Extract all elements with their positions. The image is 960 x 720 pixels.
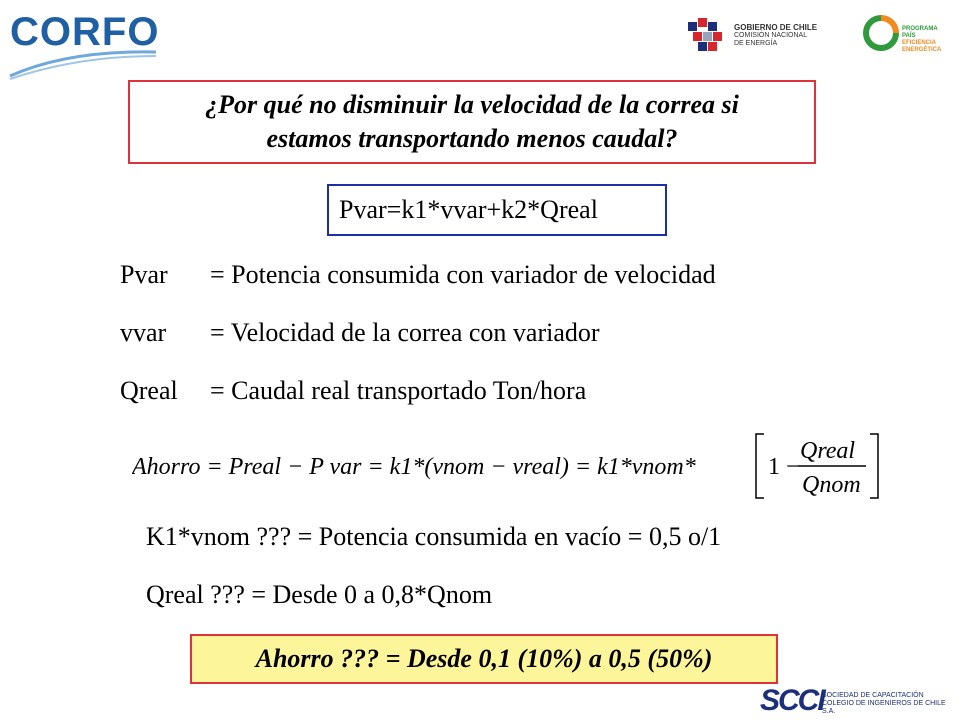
equation-one-minus: 1 − [768, 454, 800, 480]
corfo-swoosh-icon [8, 46, 158, 80]
definition-desc: = Velocidad de la correa con variador [210, 318, 600, 347]
scci-mark: SCCI [760, 684, 824, 717]
formula-text: Pvar=k1*vvar+k2*Qreal [339, 195, 598, 224]
gobierno-cube-icon [682, 14, 730, 58]
programa-eficiencia-logo [862, 14, 952, 58]
note-k1-vnom: K1*vnom ??? = Potencia consumida en vacío = 0,5 o/1 [146, 522, 722, 551]
corfo-wordmark: CORFO [10, 10, 160, 54]
scci-line1: SOCIEDAD DE CAPACITACIÓN [822, 692, 924, 699]
right-bracket [870, 434, 878, 498]
definition-desc: = Potencia consumida con variador de velocidad [210, 260, 716, 289]
programa-text [902, 26, 952, 54]
question-line2: estamos transportando menos caudal? [266, 124, 678, 153]
result-box [190, 634, 778, 684]
formula-box [327, 184, 667, 236]
scci-logo [760, 680, 960, 720]
definition-var: Qreal [120, 376, 178, 405]
definition-var: Pvar [120, 260, 168, 289]
definition-qreal [120, 374, 586, 408]
definition-vvar [120, 316, 600, 350]
equation-lhs: Ahorro = Preal − P var = k1*(vnom − vreal) = k1*vnom* [132, 454, 696, 480]
programa-line3: ENERGÉTICA [902, 47, 942, 53]
gobierno-line1: GOBIERNO DE CHILE [734, 23, 818, 32]
programa-line2: EFICIENCIA [902, 40, 937, 46]
equation-numerator: Qreal [800, 438, 856, 464]
gobierno-text [734, 24, 817, 48]
question-line1: ¿Por qué no disminuir la velocidad de la correa si [205, 90, 739, 119]
scci-line2: COLEGIO DE INGENIEROS DE CHILE S.A. [822, 700, 946, 715]
question-box [128, 80, 816, 164]
eficiencia-ring-icon [862, 14, 900, 52]
gobierno-line2: COMISIÓN NACIONAL [734, 32, 808, 39]
definition-var: vvar [120, 318, 167, 347]
programa-line1: PROGRAMA PAÍS [902, 26, 938, 39]
definition-desc: = Caudal real transportado Ton/hora [210, 376, 587, 405]
note-qreal: Qreal ??? = Desde 0 a 0,8*Qnom [146, 580, 493, 609]
left-bracket [756, 434, 764, 498]
question-text [205, 88, 739, 156]
ahorro-equation [132, 430, 882, 500]
corfo-logo [8, 6, 158, 78]
gobierno-chile-logo [682, 14, 842, 58]
result-text: Ahorro ??? = Desde 0,1 (10%) a 0,5 (50%) [255, 644, 713, 673]
definition-pvar [120, 258, 716, 292]
scci-text [822, 692, 960, 716]
gobierno-line3: DE ENERGÍA [734, 40, 778, 47]
equation-denominator: Qnom [802, 472, 861, 498]
